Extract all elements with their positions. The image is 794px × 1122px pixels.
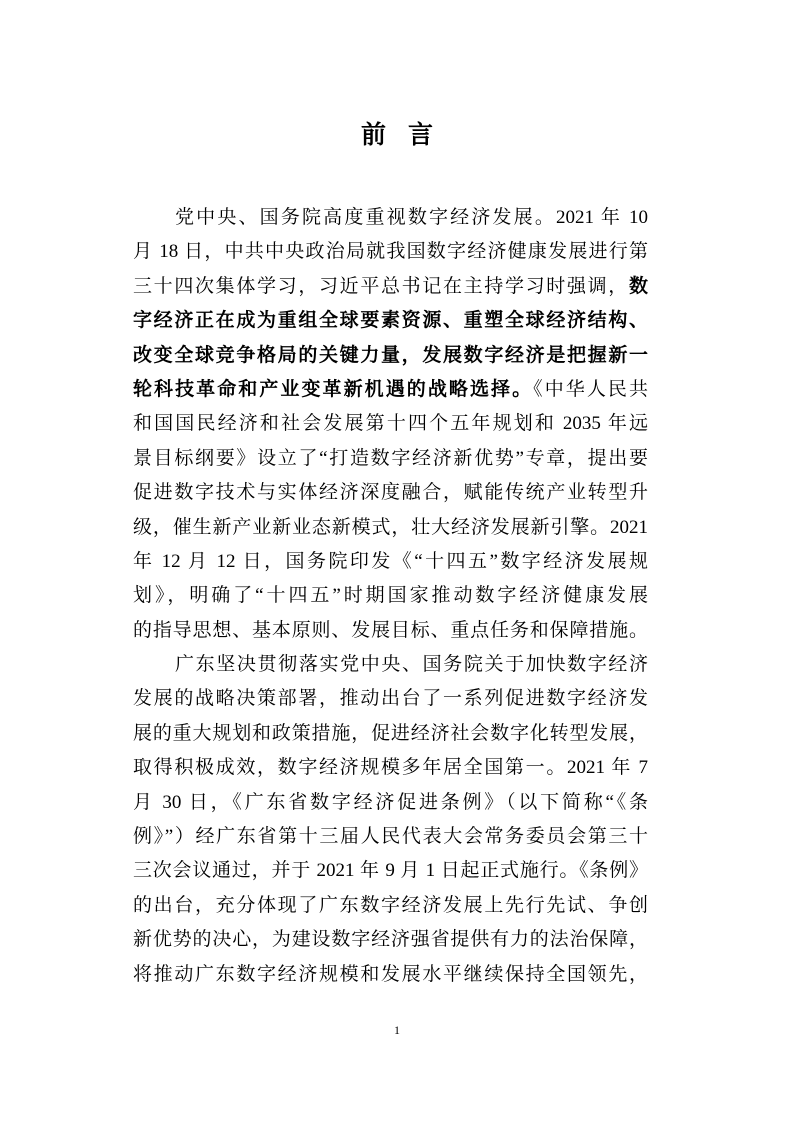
text-line (133, 854, 648, 888)
text-line (133, 545, 648, 579)
text-line (133, 958, 648, 992)
text-line (133, 476, 648, 510)
text-line (133, 751, 648, 785)
line-text: 的出台，充分体现了广东数字经济发展上先行先试、争创 (133, 894, 648, 916)
line-text: 党中央、国务院高度重视数字经济发展。2021 年 10 (175, 207, 648, 228)
text-line (133, 373, 648, 407)
paragraph-2 (133, 648, 648, 992)
emphasis-text: 改变全球竞争格局的关键力量，发展数字经济是把握新一 (133, 344, 648, 366)
line-text: 的指导思想、基本原则、发展目标、重点任务和保障措施。 (133, 619, 648, 641)
emphasis-text: 数 (628, 275, 648, 297)
text-line (133, 442, 648, 476)
text-line (133, 889, 648, 923)
text-line (133, 786, 648, 820)
text-line (133, 201, 648, 235)
line-text: 月 30 日，《广东省数字经济促进条例》（以下简称“《条 (133, 791, 648, 813)
text-line (133, 304, 648, 338)
emphasis-text: 轮科技革命和产业变革新机遇的战略选择。 (133, 378, 534, 400)
text-line (133, 717, 648, 751)
line-text: 月 18 日，中共中央政治局就我国数字经济健康发展进行第 (133, 241, 648, 263)
emphasis-text: 字经济正在成为重组全球要素资源、重塑全球经济结构、 (133, 310, 648, 332)
line-text: 取得积极成效，数字经济规模多年居全国第一。2021 年 7 (133, 757, 648, 779)
line-text: 例》”）经广东省第十三届人民代表大会常务委员会第三十 (133, 826, 648, 848)
page-title: 前言 (360, 120, 455, 149)
line-text: 新优势的决心，为建设数字经济强省提供有力的法治保障， (133, 929, 648, 951)
text-line (133, 270, 648, 304)
text-line (133, 923, 648, 957)
line-text: 将推动广东数字经济规模和发展水平继续保持全国领先， (133, 963, 648, 985)
line-text: 年 12 月 12 日，国务院印发《“十四五”数字经济发展规 (133, 550, 648, 572)
line-text: 《中华人民共 (533, 378, 648, 400)
text-line (133, 682, 648, 716)
line-text: 景目标纲要》设立了“打造数字经济新优势”专章，提出要 (133, 447, 648, 469)
document-body (133, 201, 648, 992)
line-text: 三十四次集体学习，习近平总书记在主持学习时强调， (133, 275, 629, 297)
line-text: 划》，明确了“十四五”时期国家推动数字经济健康发展 (133, 585, 648, 607)
text-line (133, 579, 648, 613)
line-text: 促进数字技术与实体经济深度融合，赋能传统产业转型升 (133, 482, 648, 504)
text-line (133, 407, 648, 441)
text-line (133, 614, 648, 648)
line-text: 三次会议通过，并于 2021 年 9 月 1 日起正式施行。《条例》 (133, 860, 648, 882)
line-text: 发展的战略决策部署，推动出台了一系列促进数字经济发 (133, 688, 648, 710)
line-text: 和国国民经济和社会发展第十四个五年规划和 2035 年远 (133, 413, 648, 435)
text-line (133, 511, 648, 545)
line-text: 级，催生新产业新业态新模式，壮大经济发展新引擎。2021 (133, 516, 648, 538)
text-line (133, 235, 648, 269)
text-line (133, 648, 648, 682)
page-number: 1 (394, 1023, 400, 1037)
paragraph-1 (133, 201, 648, 648)
line-text: 展的重大规划和政策措施，促进经济社会数字化转型发展， (133, 722, 648, 744)
line-text: 广东坚决贯彻落实党中央、国务院关于加快数字经济 (175, 654, 648, 676)
text-line (133, 820, 648, 854)
text-line (133, 339, 648, 373)
